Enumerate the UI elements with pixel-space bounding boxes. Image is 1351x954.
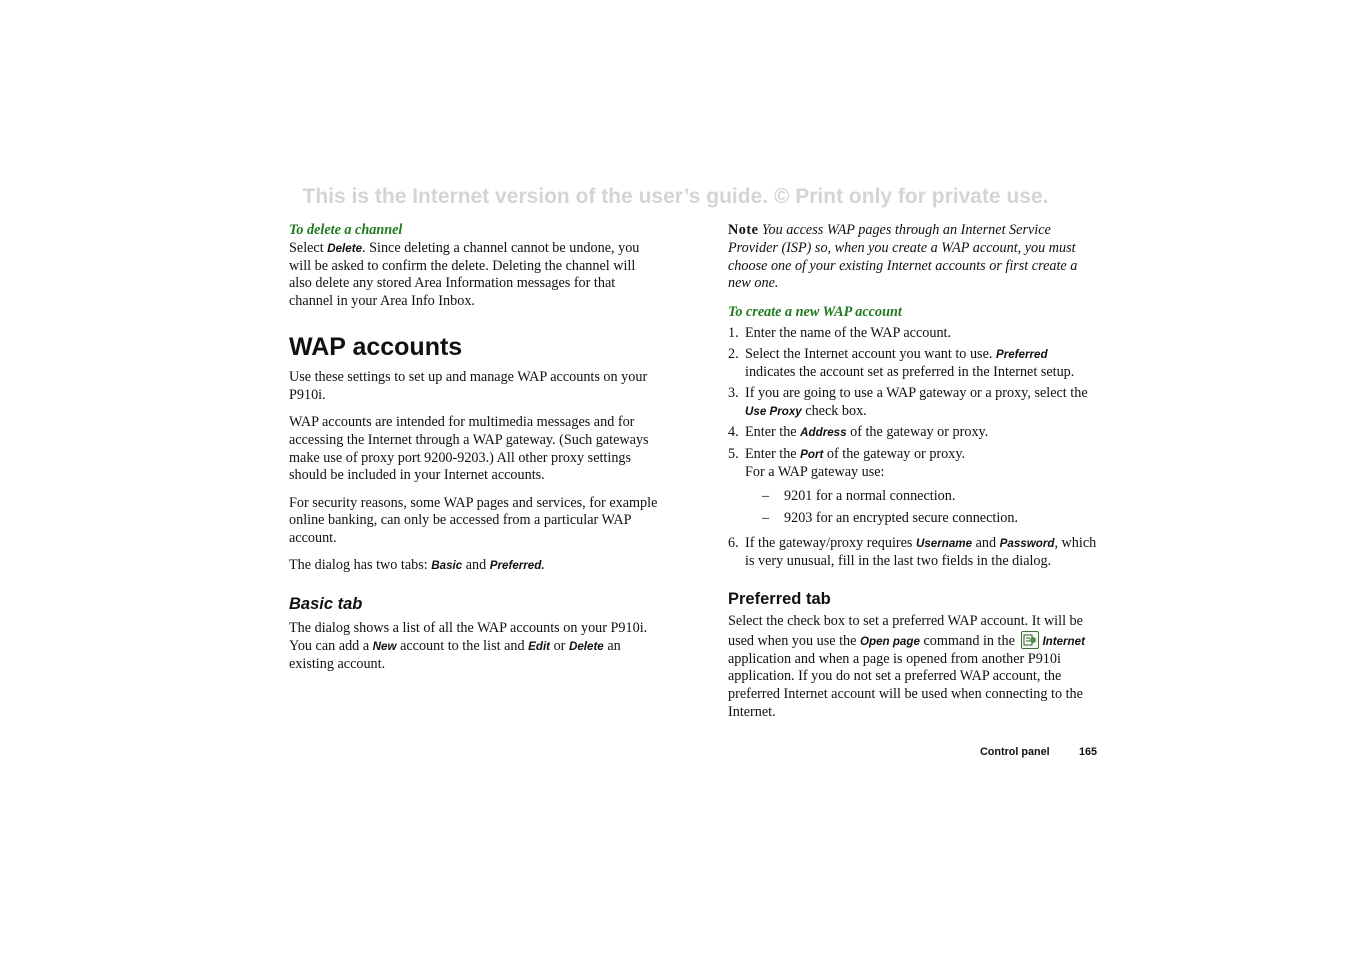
- ui-preferred-tab: Preferred.: [489, 559, 545, 573]
- text-run: of the gateway or proxy.: [823, 445, 966, 462]
- list-item: [728, 446, 1100, 528]
- list-item: [728, 535, 1100, 571]
- ui-address: Address: [800, 426, 847, 440]
- note-text: You access WAP pages through an Internet Service Provider (ISP) so, when you create a WAP account, you must choose one of your existing Internet accounts or first create a new one.: [728, 222, 1078, 292]
- ui-preferred: Preferred: [995, 348, 1048, 362]
- text-run: command in the: [919, 632, 1019, 649]
- right-column: [728, 222, 1100, 731]
- basic-tab-heading: Basic tab: [289, 595, 363, 614]
- footer-page-number: 165: [1079, 746, 1098, 758]
- text-run: . Since deleting a channel cannot be undone, you will be asked to confirm the delete. Deleting the channel will also delete any stored Area Information messages for that channel in your Area Info Inbox.: [289, 239, 640, 310]
- create-wap-account-title: To create a new WAP account: [728, 304, 902, 321]
- wap-accounts-paragraph: WAP accounts are intended for multimedia messages and for accessing the Internet through a WAP gateway. (Such gateways make use of proxy port 9200-9203.) All other proxy settings should be included in your Internet accounts.: [289, 413, 649, 484]
- text-run: 9203 for an encrypted secure connection.: [784, 509, 1018, 526]
- delete-channel-paragraph: [289, 240, 661, 311]
- text-run: Enter the name of the WAP account.: [745, 324, 952, 341]
- text-run: , which is very unusual, fill in the last two fields in the dialog.: [745, 535, 1097, 570]
- step-number: 3.: [728, 385, 739, 402]
- list-item: [745, 488, 1100, 506]
- ui-edit-command: Edit: [528, 639, 551, 653]
- text-run: Enter the: [745, 445, 801, 462]
- list-item: [728, 325, 1100, 343]
- ui-delete-command: Delete: [327, 241, 363, 255]
- text-run: Select: [289, 239, 328, 256]
- preferred-tab-heading: Preferred tab: [728, 589, 831, 608]
- watermark-text: This is the Internet version of the user’s guide. © Print only for private use.: [302, 185, 1049, 208]
- text-run: of the gateway or proxy.: [846, 424, 989, 441]
- ui-internet-app: Internet: [1042, 634, 1085, 648]
- ui-use-proxy: Use Proxy: [745, 405, 802, 419]
- ui-username: Username: [915, 537, 973, 551]
- text-run: For a WAP gateway use:: [745, 463, 885, 480]
- note-paragraph: [728, 222, 1100, 293]
- dash-marker: –: [762, 488, 770, 505]
- list-item: [745, 510, 1100, 528]
- text-run: check box.: [801, 403, 867, 420]
- text-run: Enter the: [745, 424, 801, 441]
- ui-delete-command: Delete: [568, 639, 604, 653]
- tabs-paragraph: [289, 557, 661, 575]
- text-run: Select the check box to set a preferred WAP account. It will be used when you use the: [728, 612, 1083, 649]
- step-number: 2.: [728, 346, 739, 363]
- preferred-tab-paragraph: [728, 613, 1100, 722]
- step-number: 4.: [728, 424, 739, 441]
- text-run: an existing account.: [289, 637, 621, 672]
- basic-tab-paragraph: [289, 620, 661, 673]
- delete-channel-title: To delete a channel: [289, 222, 403, 238]
- text-run: application and when a page is opened from another P910i application. If you do not set a preferred WAP account, the preferred Internet account will be used when connecting to the Internet.: [728, 650, 1083, 720]
- ui-new-command: New: [372, 639, 397, 653]
- intro-paragraph: Use these settings to set up and manage WAP accounts on your P910i.: [289, 368, 648, 403]
- note-label: Note: [728, 222, 759, 238]
- text-run: If you are going to use a WAP gateway or a proxy, select the: [745, 385, 1088, 402]
- list-item: [728, 346, 1100, 382]
- text-run: indicates the account set as preferred in the Internet setup.: [745, 364, 1075, 381]
- section-heading-wap-accounts: WAP accounts: [289, 332, 463, 361]
- step-number: 5.: [728, 445, 739, 462]
- text-run: Select the Internet account you want to use.: [745, 346, 996, 363]
- security-paragraph: For security reasons, some WAP pages and services, for example online banking, can only be accessed from a particular WAP account.: [289, 494, 658, 547]
- text-run: and: [972, 535, 1000, 552]
- list-item: [728, 424, 1100, 442]
- create-steps-list: [728, 325, 1100, 571]
- ui-password: Password: [999, 537, 1055, 551]
- dash-marker: –: [762, 509, 770, 526]
- text-run: 9201 for a normal connection.: [784, 488, 956, 505]
- step-number: 6.: [728, 535, 739, 552]
- ui-port: Port: [800, 447, 824, 461]
- internet-app-icon: [1021, 631, 1039, 649]
- text-run: and: [462, 557, 490, 574]
- left-column: [289, 222, 661, 683]
- text-run: account to the list and: [396, 637, 529, 654]
- list-item: [728, 385, 1100, 421]
- step-number: 1.: [728, 324, 739, 341]
- footer-section-name: Control panel: [980, 746, 1050, 758]
- ui-open-page-command: Open page: [860, 634, 920, 648]
- gateway-port-list: [745, 488, 1100, 527]
- ui-basic-tab: Basic: [431, 559, 463, 573]
- text-run: The dialog shows a list of all the WAP accounts on your P910i. You can add a: [289, 620, 648, 654]
- text-run: or: [550, 637, 569, 654]
- text-run: The dialog has two tabs:: [289, 557, 432, 574]
- text-run: If the gateway/proxy requires: [745, 535, 916, 552]
